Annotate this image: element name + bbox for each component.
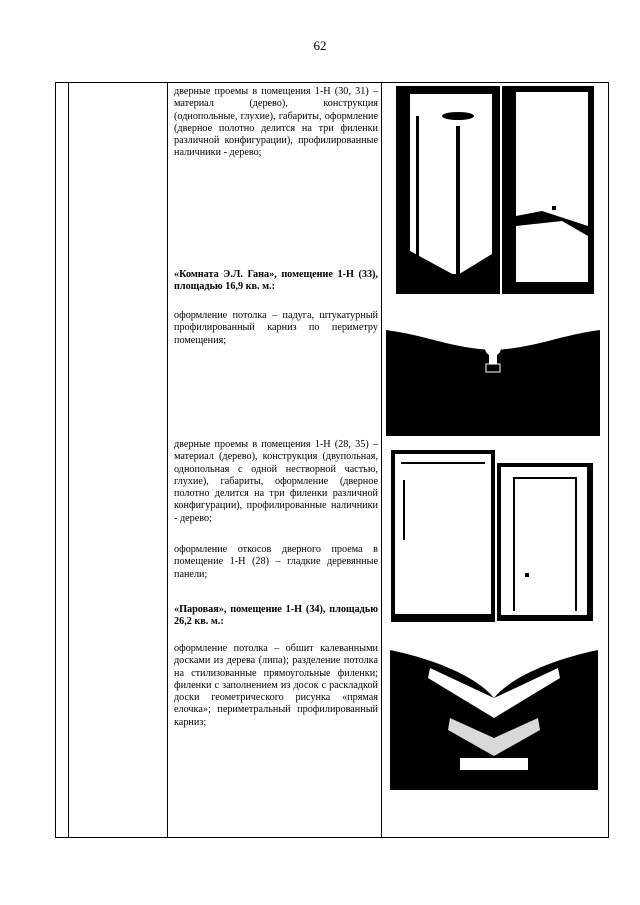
doorway-photo-right	[502, 86, 594, 294]
doorways-28-35-text: дверные проемы в помещения 1-Н (28, 35) – материал (дерево), конструкция (двупольная, однопольная с одной нестворной частью, глухие), габариты, оформление (дверное полотно делится на три филенки различной конфигурации), профилированные наличники - дерево;	[174, 439, 378, 524]
room-steam-heading: «Паровая», помещение 1-Н (34), площадью 26,2 кв. м.:	[174, 604, 378, 628]
double-door-photo	[391, 450, 495, 622]
doorway-photo-left	[396, 86, 500, 294]
column-divider	[68, 83, 69, 837]
wooden-ceiling-photo	[390, 638, 598, 790]
column-divider	[167, 83, 168, 837]
page-number: 62	[313, 38, 327, 53]
single-door-photo	[497, 463, 593, 621]
ceiling-steam-text: оформление потолка – обшит калеванными досками из дерева (липа); разделение потолка на стилизованные прямоугольные филенки; филенки с заполнением из досок с раскладкой доски геометрического рисунка «прямая елочка»; периметральный профилированный карниз;	[174, 643, 378, 728]
doorways-30-31-text: дверные проемы в помещения 1-Н (30, 31) – материал (дерево), конструкция (однопольные, глухие), габариты, оформление (дверное полотно делится на три филенки различной конфигурации), профилированные наличники - дерево;	[174, 86, 378, 159]
room-gan-heading: «Комната Э.Л. Гана», помещение 1-Н (33), площадью 16,9 кв. м.:	[174, 269, 378, 293]
column-divider	[381, 83, 382, 837]
ceiling-gan-text: оформление потолка – падуга, штукатурный профилированный карниз по периметру помещения;	[174, 310, 378, 346]
door-reveals-text: оформление откосов дверного проема в помещение 1-Н (28) – гладкие деревянные панели;	[174, 544, 378, 580]
ceiling-gan-photo	[386, 308, 600, 436]
heritage-table	[55, 82, 609, 838]
